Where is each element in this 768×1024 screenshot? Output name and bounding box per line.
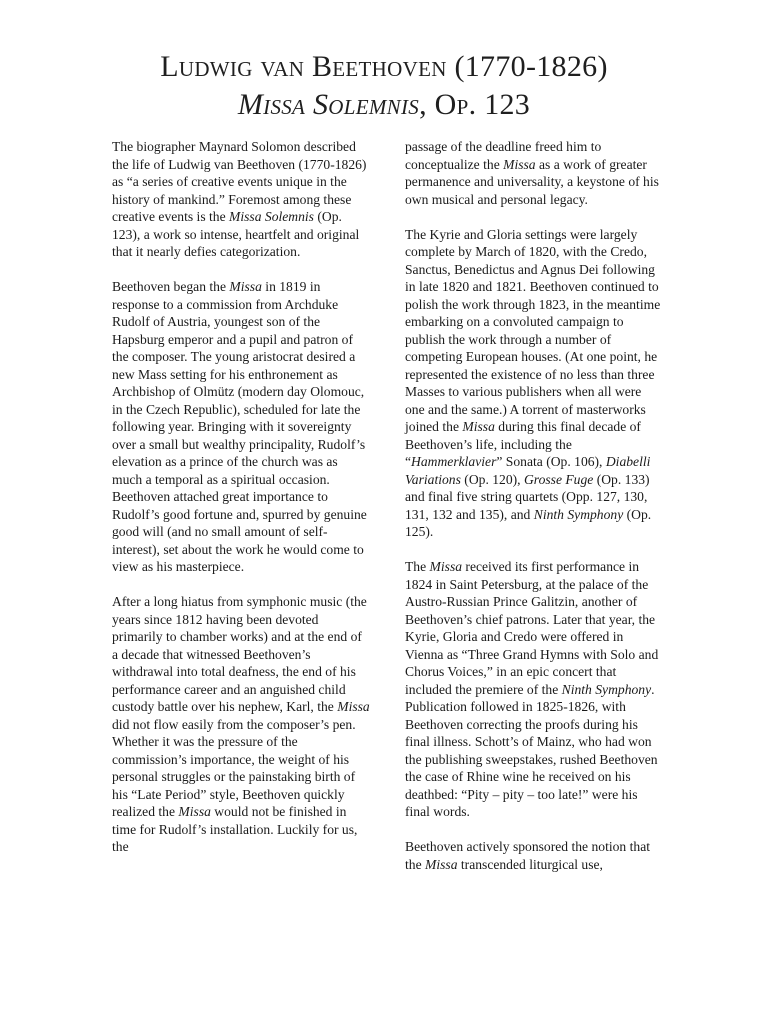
text-run: as a work of greater permanence and universality, a keystone of his own musical and personal legacy.: [405, 156, 659, 207]
italic-text: Hammerklavier: [411, 454, 497, 469]
text-run: (Op. 123), a work so intense, heartfelt and original that it nearly defies categorization.: [112, 209, 360, 259]
text-run: received its first performance in 1824 in Saint Petersburg, at the palace of the Austro-Russian Prince Galitzin, another of Beethoven’s chief patrons. Later that year, the Kyrie, Gloria and Credo were offered in Vienna as “Three Grand Hymns with Solo and Chorus Voices,” in an epic concert that included the premiere of the: [405, 559, 659, 697]
text-run: in 1819 in response to a commission from Archduke Rudolf of Austria, youngest son of the Hapsburg emperor and a pupil and patron of the composer. The young aristocrat desired a new Mass setting for his enthronement as Archbishop of Olmütz (modern day Olomouc, in the Czech Republic), scheduled for late the following year. Bringing with it sovereignty over a small but wealthy principality, Rudolf’s elevation as a prince of the church was as much a temporal as a spiritual occasion. Beethoven attached great importance to Rudolf’s good fortune and, spurred by genuine good will (and no small amount of self-interest), set about the work he would come to view as his masterpiece.: [112, 279, 367, 574]
italic-text: Ninth Symphony: [561, 681, 652, 697]
title-opus: , Op. 123: [419, 88, 531, 121]
italic-text: Missa: [429, 559, 463, 574]
text-run: during this final decade of Beethoven’s life, including the “: [405, 419, 641, 469]
text-run: would not be finished in time for Rudolf’s installation. Luckily for us, the: [112, 804, 358, 854]
title-line-1: Ludwig van Beethoven (1770-1826): [160, 50, 608, 83]
text-column-right: [405, 138, 661, 891]
text-column-left: [112, 138, 370, 873]
paragraph: [405, 558, 661, 821]
text-run: (Op. 125).: [405, 506, 652, 539]
italic-text: Diabelli Variations: [405, 454, 651, 487]
text-run: Beethoven actively sponsored the notion that the: [405, 839, 651, 872]
italic-text: Missa: [337, 699, 370, 714]
italic-text: Missa: [503, 156, 536, 172]
text-run: The Kyrie and Gloria settings were largely complete by March of 1820, with the Credo, Sanctus, Benedictus and Agnus Dei following in late 1820 and 1821. Beethoven continued to polish the work through 1823, in the meantime embarking on a convoluted campaign to publish the work through a number of competing European houses. (At one point, he represented the existence of no less than three Masses to various publishers when all were one and the same.) A torrent of masterworks joined the: [405, 226, 661, 434]
title-work-name: Missa Solemnis: [237, 88, 420, 121]
italic-text: Ninth Symphony: [533, 506, 624, 522]
text-run: After a long hiatus from symphonic music (the years since 1812 having been devoted primarily to chamber works) and at the end of a decade that witnessed Beethoven’s withdrawal into total deafness, the end of his performance career and an anguished child custody battle over his nephew, Karl, the: [112, 594, 367, 714]
paragraph: [405, 838, 661, 873]
document-title: [0, 48, 768, 124]
paragraph: [112, 138, 370, 261]
text-run: Beethoven began the: [112, 279, 230, 294]
text-run: ” Sonata (Op. 106),: [496, 454, 606, 469]
paragraph: [112, 278, 370, 576]
text-run: (Op. 133) and final five string quartets (Opp. 127, 130, 131, 132 and 135), and: [405, 471, 650, 522]
text-run: The biographer Maynard Solomon described the life of Ludwig van Beethoven (1770-1826) as “a series of creative events unique in the history of mankind.” Foremost among these creative events is the: [112, 139, 367, 224]
text-run: passage of the deadline freed him to conceptualize the: [405, 139, 602, 172]
paragraph: [112, 593, 370, 856]
text-run: did not flow easily from the composer’s pen. Whether it was the pressure of the commission’s importance, the weight of his personal struggles or the painstaking birth of his “Late Period” style, Beethoven quickly realized the: [112, 716, 356, 819]
italic-text: Missa: [462, 419, 495, 434]
italic-text: Missa: [425, 856, 458, 872]
italic-text: Missa Solemnis: [229, 209, 314, 224]
paragraph: [405, 138, 661, 208]
text-run: (Op. 120),: [460, 471, 524, 487]
text-run: . Publication followed in 1825-1826, with Beethoven correcting the proofs during his final illness. Schott’s of Mainz, who had won the publishing sweepstakes, rushed Beethoven the case of Rhine wine he received on his deathbed: “Pity – pity – too late!” were his final words.: [405, 681, 658, 819]
italic-text: Missa: [229, 279, 262, 294]
italic-text: Grosse Fuge: [523, 471, 594, 487]
italic-text: Missa: [178, 804, 211, 819]
text-run: The: [405, 559, 430, 574]
text-run: transcended liturgical use,: [457, 856, 603, 872]
paragraph: [405, 226, 661, 541]
title-line-2: [0, 86, 768, 124]
